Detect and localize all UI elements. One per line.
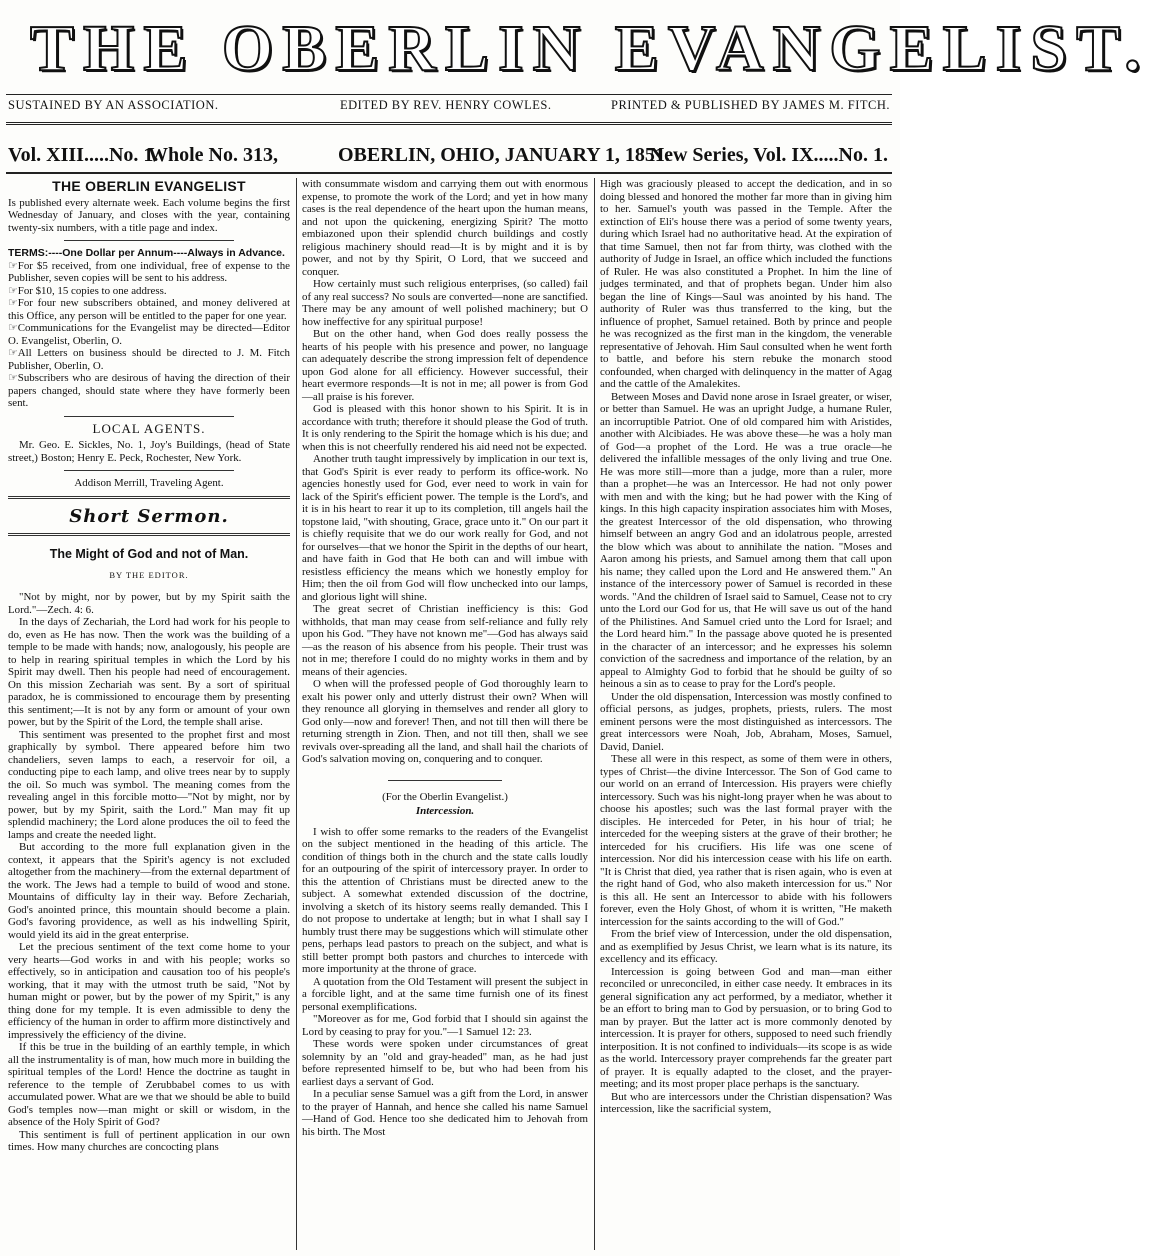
sermon-paragraph: If this be true in the building of an earthly temple, in which all the instrumentality is of man, how much more in building the spiritual temples of the Lord! Hence the doctrine as taught in reference to the temple of Zerubbabel comes to us with accumulated power. What are we that we should be able to build God's temples now—man might or skill or wisdom, in the absence of the Holy Spirit of God? (8, 1041, 290, 1128)
double-rule (8, 496, 290, 499)
article-paragraph: Intercession is going between God and man—man either reconciled or unreconciled, in either case needy. It embraces in its general signification any act performed, by a mediator, whether it be an effort to bring man to God by persuasion, or to bring God to man by prayer. But the latter act is more commonly denoted by intercession. It is prayer for others, supposed to need such friendly interposition. It is not confined to individuals—its scope is as wide as the world. Intercessory prayer comprehends far the greater part of prayer. It is equally adapted to the closet, and the prayer-meeting; and its most proper place perhaps is the sanctuary. (600, 965, 892, 1090)
terms-item: ☞For four new subscribers obtained, and money delivered at this Office, any person will be entitled to the paper for one year. (8, 297, 290, 322)
publish-notice: Is published every alternate week. Each volume begins the first Wednesday of January, and closes with the year, containing twenty-six numbers, with a title page and index. (8, 196, 290, 234)
credits-rule (6, 122, 892, 125)
sermon-paragraph: God is pleased with this honor shown to his Spirit. It is in accordance with truth; therefore it should please the God of truth. It is only rendering to the Spirit the homage which is his due; and when this is not cheerfully rendered his aid need not be expected. (302, 403, 588, 453)
terms-item: ☞Subscribers who are desirous of having the direction of their papers changed, should state where they have formerly been sent. (8, 372, 290, 409)
terms-item: ☞Communications for the Evangelist may be directed—Editor O. Evangelist, Oberlin, O. (8, 322, 290, 347)
section-title: Short Sermon. (69, 505, 229, 527)
credit-printer: PRINTED & PUBLISHED BY JAMES M. FITCH. (611, 98, 890, 112)
issue-series: New Series, Vol. IX.....No. 1. (649, 144, 888, 166)
credit-association: SUSTAINED BY AN ASSOCIATION. (8, 98, 219, 112)
sermon-epigraph: "Not by might, nor by power, but by my Spirit saith the Lord."—Zech. 4: 6. (8, 591, 290, 616)
article-paragraph: I wish to offer some remarks to the readers of the Evangelist on the subject mentioned in the heading of this article. The condition of things both in the church and the state calls loudly for an outpouring of the spirit of intercessory prayer. In order to this the attention of Christians must be directed anew to the subject. A somewhat extended discussion of the doctrine, involving a sketch of its history seems really demanded. This I do not propose to undertake at length; but in what I shall say I humbly trust there may be suggestions which will stimulate other pens, perhaps lead pastors to preach on the subject, and what is still better prompt both pastors and churches to intercede with more importunity at the throne of grace. (302, 825, 588, 975)
masthead-rule (6, 94, 892, 95)
divider (64, 470, 233, 471)
sermon-paragraph: This sentiment was presented to the prophet first and most graphically by symbol. There appeared before him two chandeliers, seven lamps to each, a reservoir for oil, a conducting pipe to each lamp, and olive trees near by to supply the oil. So much was symbol. The meaning comes from the revealing angel in this forcible motto—"Not by might, nor by power, but by my Spirit, saith the Lord." Man may fit up splendid machinery; the Lord alone produces the oil to feed the lamps and create the needed light. (8, 728, 290, 841)
article-paragraph: In a peculiar sense Samuel was a gift from the Lord, in answer to the prayer of Hannah, and hence she called his name Samuel—Hand of God. Hence too she dedicated him to Jehovah from his birth. The Most (302, 1088, 588, 1138)
divider (64, 240, 233, 241)
credit-editor: EDITED BY REV. HENRY COWLES. (340, 98, 552, 112)
divider (64, 416, 233, 417)
article-paragraph: These words were spoken under circumstances of great solemnity by an "old and gray-headed" man, as he had just before represented himself to be, but who had been from his earliest days a servant of God. (302, 1038, 588, 1088)
column-3 (600, 178, 892, 1252)
article-paragraph: But who are intercessors under the Christian dispensation? Was intercession, like the sacrificial system, (600, 1090, 892, 1115)
traveling-agent: Addison Merrill, Traveling Agent. (74, 477, 224, 489)
article-paragraph: From the brief view of Intercession, under the old dispensation, and as exemplified by Jesus Christ, we learn what is its nature, its excellency and its efficacy. (600, 928, 892, 965)
sermon-paragraph: Let the precious sentiment of the text come home to your very hearts—God works in and with his people; works so effectively, so in anticipation and causation too of his people's working, that it may with the utmost truth be said, "Not by human might or power, but by the power of my Spirit," is any thing done for my temple. It is even admissible to deny the efficiency of the human in order to affirm more distinctively and impressively the efficiency of the divine. (8, 941, 290, 1041)
divider (388, 780, 502, 781)
sermon-paragraph: How certainly must such religious enterprises, (so called) fail of any real success? No souls are converted—none are sanctified. There may be any amount of well polished machinery; but O how ineffective for any spiritual purpose! (302, 278, 588, 328)
column-2 (302, 178, 588, 1252)
terms-heading: THE OBERLIN EVANGELIST (52, 178, 246, 194)
issue-rule (6, 172, 892, 174)
sermon-paragraph: But on the other hand, when God does really possess the hearts of his people with his presence and power, no language can adequately describe the strong impression felt of dependence upon God alone for all efficiency. However successful, their heart evermore responds—It is not in me; all power is from God—all praise is his forever. (302, 328, 588, 403)
sermon-paragraph: with consummate wisdom and carrying them out with enormous expense, to promote the work of the Lord; and yet in how many cases is the real dependence of the heart upon the human means, and not upon the quickening, energizing Spirit? The motto embiazoned upon their splendid church buildings and costly religious machinery should read—It is by might and it is by power, and not by thy Spirit, O Lord, that we succeed and conquer. (302, 178, 588, 278)
sermon-paragraph: But according to the more full explanation given in the context, it appears that the Spirit's agency is not excluded altogether from the machinery—from the external department of the work. The Jews had a temple to build of wood and stone. Mountains of difficulty lay in their way. Before Zechariah, God's anointed prince, this mountain should become a plain. God's favoring providence, as well as his indwelling Spirit, would yield its aid in the great enterprise. (8, 841, 290, 941)
sermon-paragraph: In the days of Zechariah, the Lord had work for his people to do, even as He has now. Then the work was the building of a temple to be made with hands; now, analogously, his people are to help in rearing spiritual temples in which the Lord by his Spirit may dwell. Then his people had need of encouragement. On this mission Zechariah was sent. By a sort of spiritual paradox, he is commissioned to encourage them by presenting this sentiment;—It is not by any form or amount of your own power, but by the Spirit of the Lord, the temple shall arise. (8, 616, 290, 728)
terms-item: ☞For $10, 15 copies to one address. (8, 284, 167, 297)
agents-text: Mr. Geo. E. Sickles, No. 1, Joy's Buildings, (head of State street,) Boston; Henry E. Peck, Rochester, New York. (8, 439, 290, 464)
sermon-paragraph: The great secret of Christian inefficiency is this: God withholds, that man may cease from self-reliance and fully rely upon his God. "They have not known me"—God has always said—as the reason of his absence from his people. Their trust was not in me; therefore I could do no mighty works in them and by means of their agencies. (302, 603, 588, 678)
article-title: Intercession. (415, 805, 475, 817)
column-1 (8, 178, 290, 1252)
sermon-title: The Might of God and not of Man. (49, 547, 249, 561)
double-rule (8, 533, 290, 536)
sermon-paragraph: O when will the professed people of God thoroughly learn to exalt his power only and utterly distrust their own? When will they renounce all glorying in themselves and render all glory to God only—now and forever! Then, and not till then will there be returning strength in Zion. Then, and not till then, shall we see revivals over-spreading all the land, and shall hail the chariots of God's salvation moving on, conquering and to conquer. (302, 678, 588, 765)
article-paragraph: Under the old dispensation, Intercession was mostly confined to official persons, as judges, prophets, priests, rulers. The most eminent persons were the most distinguished as intercessors. The great intercessors were Noah, Job, Abraham, Moses, Samuel, David, Daniel. (600, 690, 892, 753)
masthead-title: THE OBERLIN EVANGELIST. (30, 12, 1150, 85)
sermon-paragraph: Another truth taught impressively by implication in our text is, that God's Spirit is ever ready to perform its office-work. No agencies honestly used for God, ever need to work in vain for lack of the Spirit's efficient power. The temple is the Lord's, and it is in his heart to rear it up to its completion, till angels hail the topstone laid, "with shouting, Grace, grace unto it." On our part it is chiefly requisite that we do our work really for God, and not for ourselves—that we honor the Spirit in the depths of our heart, and have faith in God that He both can and will imbue with resistless efficiency the means which we honestly employ for Him; then the oil from God will flow unchecked into our lamps, and glorious light will shine. (302, 453, 588, 603)
terms-line: TERMS:----One Dollar per Annum----Always in Advance. (8, 247, 285, 259)
sermon-byline: BY THE EDITOR. (109, 569, 189, 580)
terms-item: ☞All Letters on business should be directed to J. M. Fitch Publisher, Oberlin, O. (8, 347, 290, 372)
issue-whole-number: Whole No. 313, (148, 144, 278, 166)
agents-heading: LOCAL AGENTS. (92, 420, 206, 436)
article-paragraph: A quotation from the Old Testament will present the subject in a forcible light, and at the same time furnish one of its finest personal exemplifications. (302, 975, 588, 1013)
masthead (30, 10, 1150, 88)
article-paragraph: Between Moses and David none arose in Israel greater, or wiser, or better than Samuel. He was an upright Judge, a humane Ruler, an incorruptible Patriot. One of old compared him with Aristides, another with Alcibiades. He was above these—he was a holy man of God—a prophet of the Lord. He was a true oracle—he delivered the infallible messages of the only living and true One. He was more still—more than a judge, more than a ruler, more than a prophet—he was an Intercessor. He had not only power with men and with the king; but he had power with the King of kings. In this high capacity inspiration associates him with Moses, the greatest Intercessor of the old dispensation, who throwing himself between an angry God and an idolatrous people, arrested the blow which was about to annihilate the nation. "Moses and Aaron among his priests, and Samuel among them that call upon his name; they called upon the Lord and He answered them." An instance of the intercessory power of Samuel is recorded in these words. "And the children of Israel said to Samuel, Cease not to cry unto the Lord our God for us, that He will save us out of the hand of the Philistines. And Samuel cried unto the Lord for Israel; and the Lord heard him." In the passage above quoted he is presented in the character of an intercessor; and he expresses his solemn conviction of the sacredness and importance of the relation, by an appeal to Almighty God to forbid that he should be guilty of so heinous a sin as to cease to pray for the Lord's people. (600, 390, 892, 690)
column-rule (594, 178, 595, 1250)
issue-volume: Vol. XIII.....No. 1. (8, 144, 159, 166)
article-source: (For the Oberlin Evangelist.) (382, 790, 508, 803)
article-paragraph: High was graciously pleased to accept the dedication, and in so doing blessed and honored the mother far more than in giving him to her. Samuel's youth was passed in the Temple. After the extinction of Eli's house there was a period of some twenty years, during which Israel had no authoritative head. At the expiration of that time Samuel, then not far from thirty, was clothed with the authority of Judge in Israel, an office which included the functions of Ruler. He was also constituted a Prophet. In him the line of judges terminated, and that of prophets began. Under him also began the line of Kings—Saul was anointed by his hand. The authority of Ruler was thus transferred to the king, but the influence of prophet, Samuel retained. Both by prince and people he was recognized as the first man in the kingdom, the venerable representative of Jehovah. Him Saul consulted when he went forth to battle, and before his stern rebuke the monarch stood confounded, when charged with delinquency in the matter of Agag and the cattle of the Amalekites. (600, 178, 892, 390)
article-paragraph: "Moreover as for me, God forbid that I should sin against the Lord by ceasing to pray for you."—1 Samuel 12: 23. (302, 1013, 588, 1038)
sermon-paragraph: This sentiment is full of pertinent application in our own times. How many churches are concocting plans (8, 1128, 290, 1153)
article-paragraph: These all were in this respect, as some of them were in others, types of Christ—the divine Intercessor. The Son of God came to our world on an errand of Intercession. His prayers were chiefly intercessory. Such was his night-long prayer when he was about to choose his apostles; such was the last formal prayer with the disciples. He interceded for Peter, in his hour of trial; he interceded for the weeping sisters at the grave of their brother; he interceded for his crucifiers. His life was one scene of intercession. Nor did his intercession cease with his life on earth. "It is Christ that died, yea rather that is risen again, who is even at the right hand of God, who also maketh intercession for us." Nor is this all. He sent an Intercessor to abide with his followers forever, even the Holy Ghost, of whom it is written, "He maketh intercession for the saints according to the will of God." (600, 753, 892, 928)
terms-item: ☞For $5 received, from one individual, free of expense to the Publisher, seven copies will be sent to his address. (8, 259, 290, 284)
column-rule (296, 178, 297, 1250)
issue-place-date: OBERLIN, OHIO, JANUARY 1, 1851. (338, 144, 670, 166)
